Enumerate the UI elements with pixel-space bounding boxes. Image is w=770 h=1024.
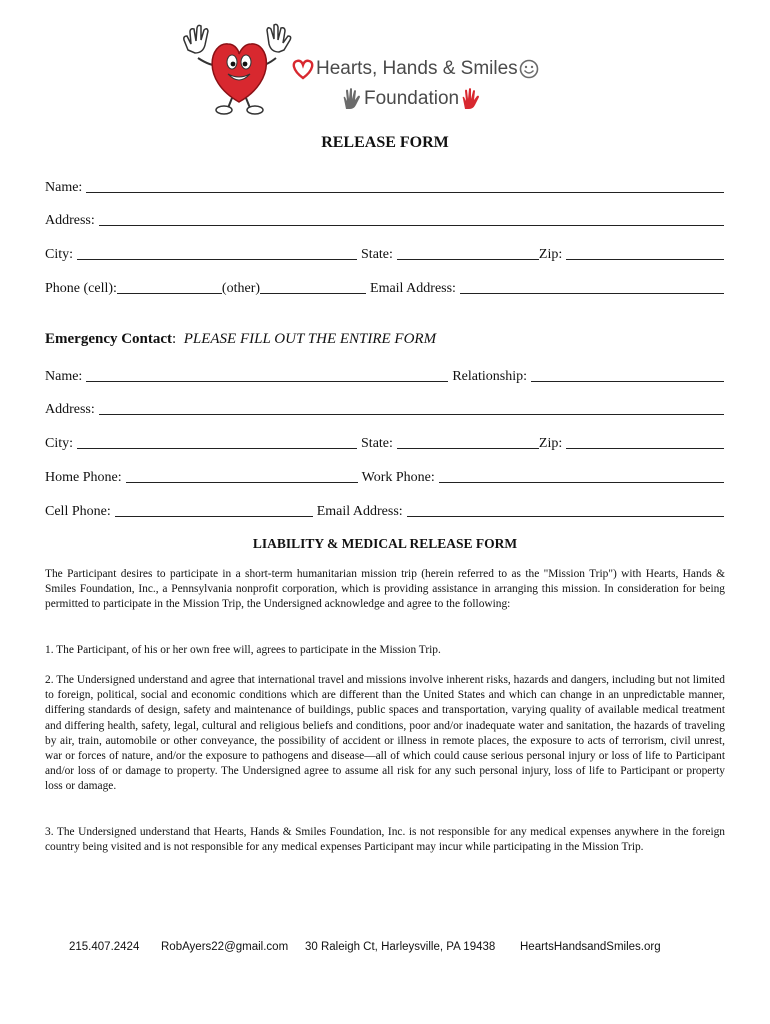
- footer-address: 30 Raleigh Ct, Harleysville, PA 19438: [305, 941, 496, 953]
- hand-gray-icon: [340, 87, 364, 111]
- liability-intro: The Participant desires to participate in a short-term humanitarian mission trip (herein referred to as the "Mission Trip") with Hearts, Hands & Smiles Foundation, Inc., a Pennsylvania nonprofit corporation, which is providing assistance in arranging this mission. In consideration for being permitted to participate in the Mission Trip, the Undersigned acknowledge and agree to the following:: [45, 568, 725, 611]
- ec-work-phone-field[interactable]: [439, 467, 724, 483]
- emergency-heading-label: Emergency Contact: [45, 331, 173, 347]
- phone-cell-field[interactable]: [117, 278, 222, 294]
- name-label: Name:: [45, 180, 83, 195]
- ec-city-label: City:: [45, 436, 74, 451]
- city-label: City:: [45, 247, 74, 262]
- ec-email-label: Email Address:: [316, 504, 403, 519]
- email-field[interactable]: [460, 278, 724, 294]
- participant-address-row: [45, 209, 724, 229]
- emergency-phone-row: [45, 466, 724, 486]
- ec-address-field[interactable]: [99, 399, 724, 415]
- zip-field[interactable]: [566, 244, 724, 260]
- state-field[interactable]: [397, 244, 539, 260]
- emergency-contact-heading: [45, 331, 436, 348]
- phone-other-field[interactable]: [260, 278, 366, 294]
- emergency-cell-row: [45, 500, 724, 520]
- ec-zip-field[interactable]: [566, 433, 724, 449]
- ec-home-phone-field[interactable]: [126, 467, 358, 483]
- liability-item-2: 2. The Undersigned understand and agree that international travel and missions involve inherent risks, hazards and dangers, including but not limited to foreign, political, social and economic conditions which are different than the United States and which can change in an unpredictable manner, differing standards of design, safety and maintenance of buildings, public spaces and transportation, varying quality of available medical treatment and differing health, safety, legal, cultural and religious beliefs and conditions, poor and/or inadequate water and sanitation, the hazards of traveling by air, train, automobile or other conveyance, the possibility of accident or illness in remote places, the exposure to acts of terrorism, civil unrest, war or forces of nature, and/or the exposure to pathogens and disease—all of which could cause serious personal injury or loss of life to Participant and/or loss of or damage to property. The Undersigned agree to assume all risk for any such personal injury, loss of life to Participant or property loss or damage.: [45, 674, 725, 793]
- liability-item-1: 1. The Participant, of his or her own free will, agrees to participate in the Mission Trip.: [45, 644, 441, 656]
- ec-relationship-label: Relationship:: [452, 369, 527, 384]
- address-label: Address:: [45, 213, 95, 228]
- heart-outline-icon: [290, 58, 316, 80]
- ec-email-field[interactable]: [407, 501, 724, 517]
- participant-phone-row: [45, 277, 724, 297]
- ec-work-phone-label: Work Phone:: [361, 470, 435, 485]
- logo-text-line1: Hearts, Hands & Smiles: [290, 58, 540, 80]
- participant-name-row: [45, 176, 724, 196]
- ec-name-label: Name:: [45, 369, 83, 384]
- ec-home-phone-label: Home Phone:: [45, 470, 122, 485]
- footer-website: HeartsHandsandSmiles.org: [520, 941, 661, 953]
- name-field[interactable]: [86, 177, 724, 193]
- hand-red-icon: [459, 87, 483, 111]
- ec-zip-label: Zip:: [538, 436, 563, 451]
- ec-address-label: Address:: [45, 402, 95, 417]
- city-field[interactable]: [77, 244, 357, 260]
- emergency-name-row: [45, 365, 724, 385]
- ec-name-field[interactable]: [86, 366, 448, 382]
- phone-cell-label: Phone (cell):: [45, 281, 117, 296]
- liability-item-3: 3. The Undersigned understand that Hearts, Hands & Smiles Foundation, Inc. is not responsible for any medical expenses anywhere in the foreign country being visited and is not responsible for any medical expenses Participant may incur while participating in the Mission Trip.: [45, 826, 725, 854]
- state-label: State:: [361, 247, 393, 262]
- footer-email: RobAyers22@gmail.com: [161, 941, 289, 953]
- address-field[interactable]: [99, 210, 724, 226]
- ec-city-field[interactable]: [77, 433, 357, 449]
- emergency-city-row: [45, 432, 724, 452]
- phone-other-label: (other): [221, 281, 261, 296]
- emergency-instruction: PLEASE FILL OUT THE ENTIRE FORM: [183, 331, 437, 347]
- ec-relationship-field[interactable]: [531, 366, 724, 382]
- ec-state-field[interactable]: [397, 433, 539, 449]
- participant-city-row: [45, 243, 724, 263]
- email-label: Email Address:: [370, 281, 456, 296]
- emergency-address-row: [45, 398, 724, 418]
- logo-text-line2: Foundation: [340, 87, 483, 111]
- footer-phone: 215.407.2424: [69, 941, 140, 953]
- smiley-icon: [518, 58, 540, 80]
- ec-cell-phone-label: Cell Phone:: [45, 504, 111, 519]
- ec-state-label: State:: [361, 436, 393, 451]
- form-title: RELEASE FORM: [321, 134, 449, 151]
- emergency-heading-colon: :: [172, 331, 177, 347]
- liability-title: LIABILITY & MEDICAL RELEASE FORM: [252, 536, 518, 551]
- zip-label: Zip:: [538, 247, 563, 262]
- ec-cell-phone-field[interactable]: [115, 501, 313, 517]
